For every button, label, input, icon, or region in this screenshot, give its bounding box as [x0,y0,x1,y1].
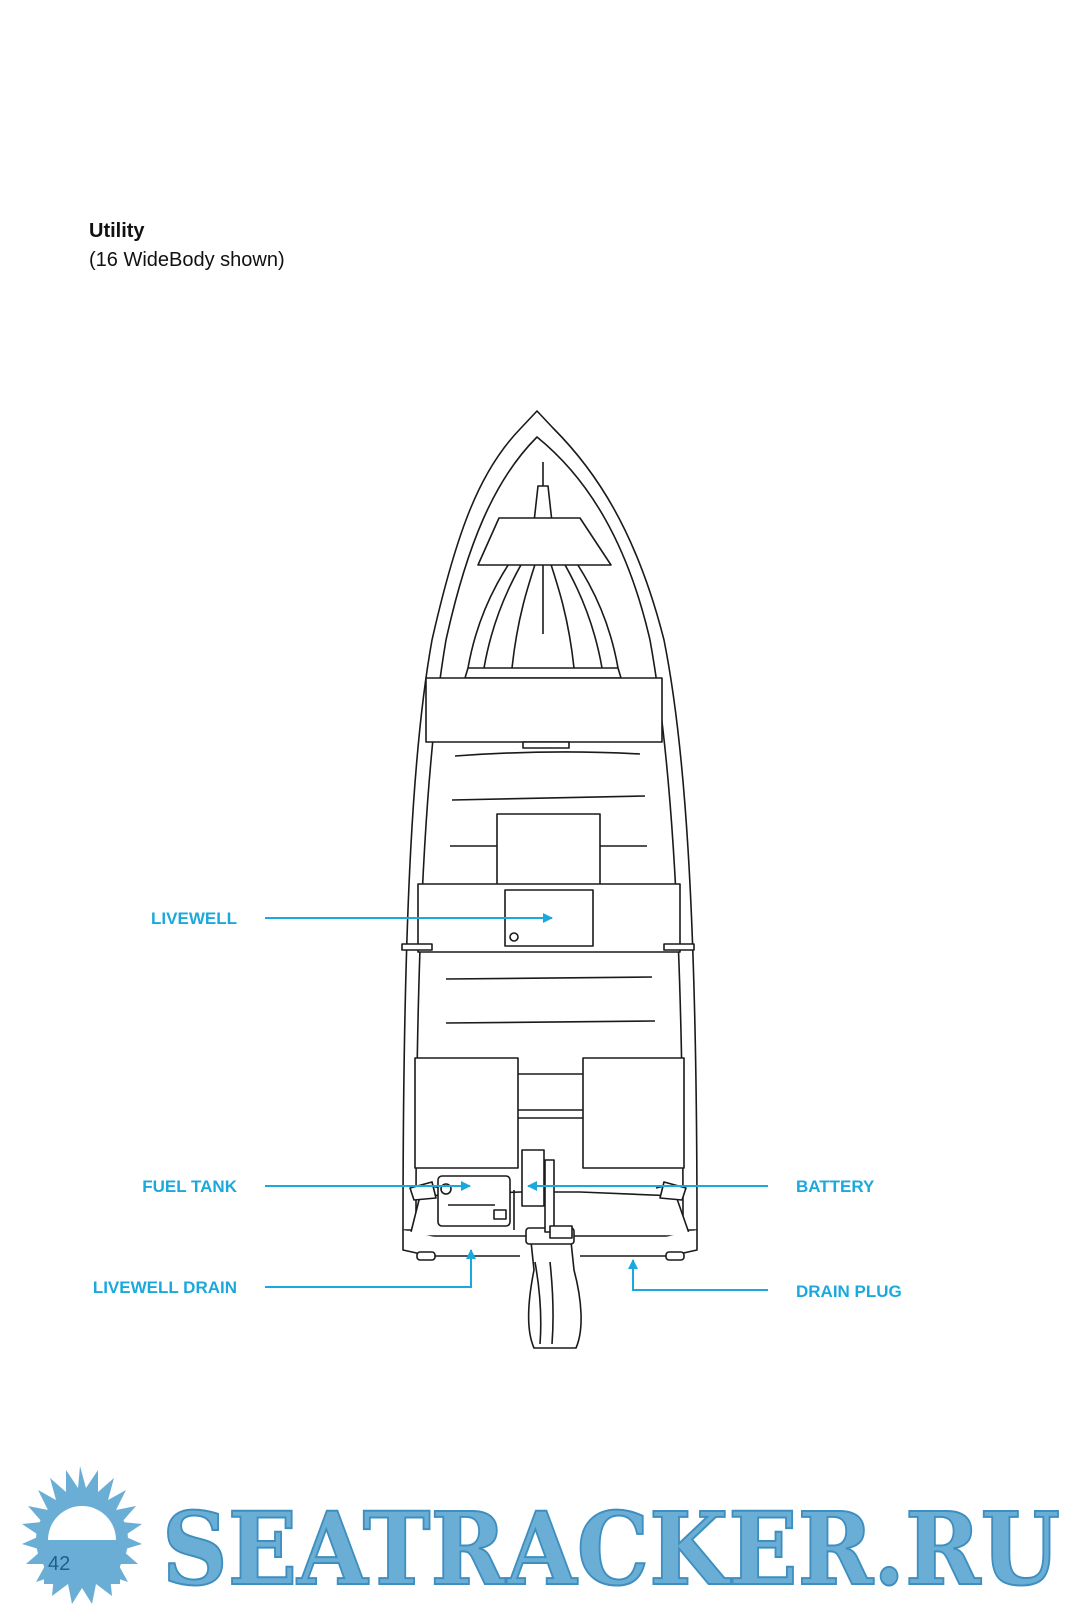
drain-plug-arrow [633,1260,768,1290]
page-subtitle: (16 WideBody shown) [89,249,285,271]
front-casting-deck [426,678,662,742]
label-livewell: LIVEWELL [151,909,237,928]
watermark [22,1466,1060,1608]
rear-seat-left [415,1058,518,1168]
mid-seat [497,814,600,888]
label-drain-plug: DRAIN PLUG [796,1282,902,1301]
front-bench [465,668,621,678]
rear-seat-right [583,1058,684,1168]
battery-box [522,1150,544,1206]
label-livewell-drain: LIVEWELL DRAIN [92,1278,237,1297]
outboard-motor [529,1232,581,1348]
page-title: Utility [89,220,145,242]
boat-line-art [402,411,697,1348]
label-fuel-tank: FUEL TANK [142,1177,237,1196]
label-battery: BATTERY [796,1177,875,1196]
watermark-text: SEATRACKER.RU [162,1490,1060,1608]
page-number: 42 [48,1553,71,1575]
